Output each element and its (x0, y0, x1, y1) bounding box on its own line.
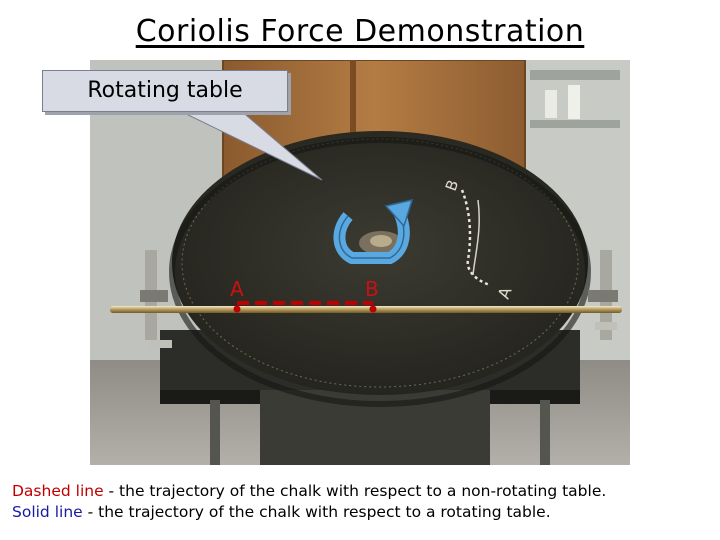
rotating-table-photo (90, 60, 630, 465)
dashed-line-text: - the trajectory of the chalk with respect to a non-rotating table. (103, 482, 607, 500)
chalk-mark-a: A (493, 284, 516, 302)
point-b-dot (370, 306, 377, 313)
horizontal-rod (110, 306, 622, 313)
caption-line-dashed (12, 481, 712, 502)
chalk-mark-b: B (441, 177, 463, 194)
caption-line-solid (12, 502, 712, 523)
page-title: Coriolis Force Demonstration (135, 14, 585, 49)
marker-a-label: A (230, 277, 244, 301)
point-a-dot (234, 306, 241, 313)
solid-line-text: - the trajectory of the chalk with respect to a rotating table. (82, 503, 551, 521)
solid-line-key: Solid line (12, 503, 83, 521)
caption (12, 481, 712, 523)
dashed-line-key: Dashed line (12, 482, 104, 500)
marker-b-label: B (365, 277, 379, 301)
callout-label: Rotating table (42, 70, 288, 112)
